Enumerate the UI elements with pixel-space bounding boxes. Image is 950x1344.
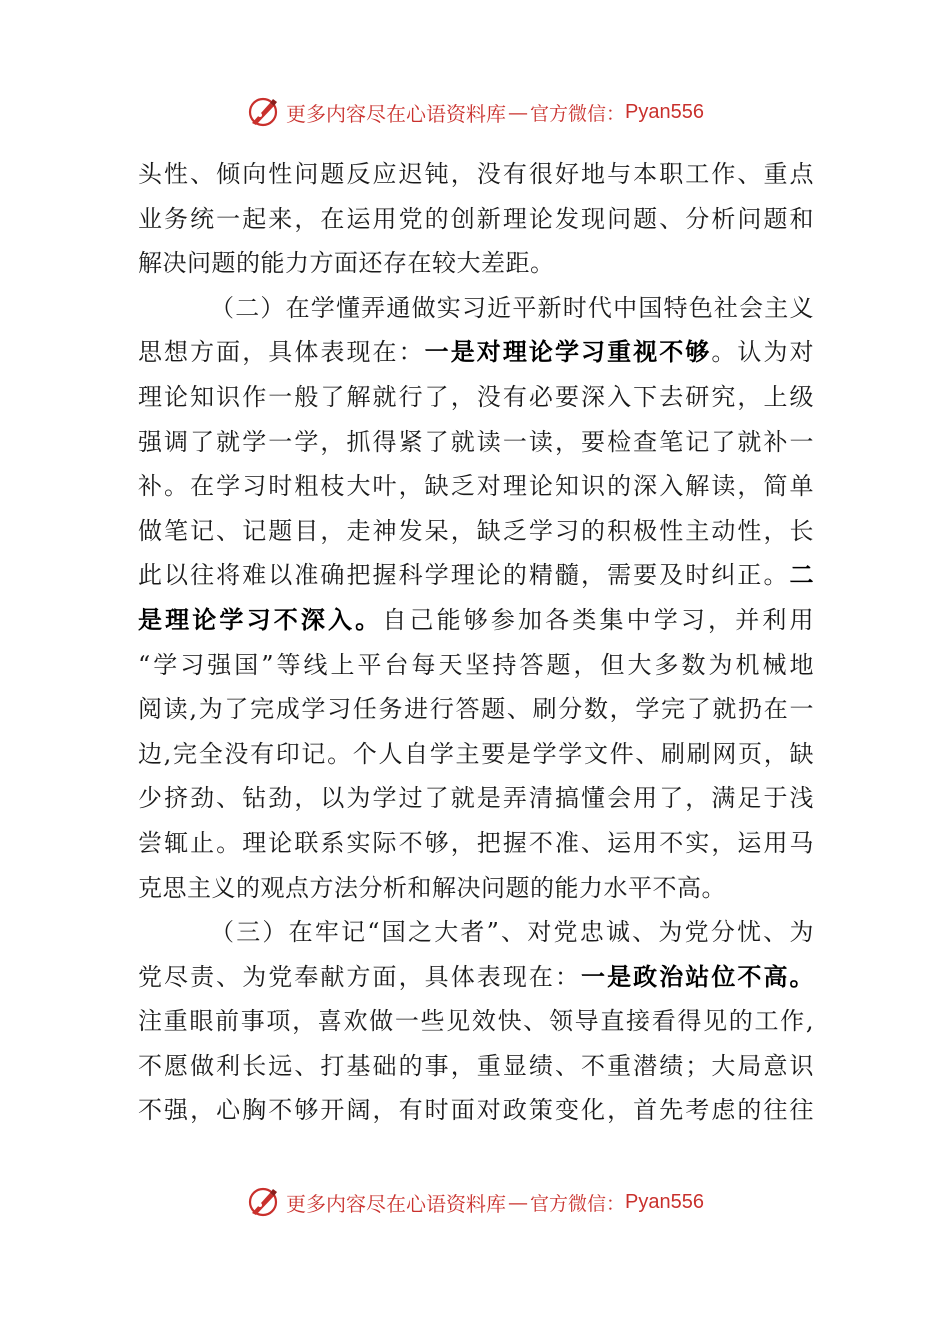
pen-circle-logo-icon	[246, 1185, 280, 1219]
section-heading-line: （二）在学懂弄通做实习近平新时代中国特色社会主义	[210, 293, 814, 322]
text-line: “学习强国”等线上平台每天坚持答题，但大多数为机械地	[138, 650, 814, 679]
text-line: 阅读,为了完成学习任务进行答题、刷分数，学完了就扔在一	[138, 695, 814, 724]
pen-circle-logo-icon	[246, 95, 280, 129]
watermark-brand-text: 更多内容尽在心语资料库	[286, 1191, 506, 1216]
text-line: 克思主义的观点方法分析和解决问题的能力水平不高。	[138, 873, 726, 902]
text-line: 补。在学习时粗枝大叶，缺乏对理论知识的深入解读，简单	[138, 472, 814, 501]
text-line: 注重眼前事项，喜欢做一些见效快、领导直接看得见的工作,	[138, 1007, 814, 1036]
watermark-contact-label: 官方微信：	[530, 1192, 626, 1215]
header-watermark	[0, 92, 950, 132]
watermark-dash: —	[508, 100, 528, 124]
bold-point: 一是政治站位不高。	[581, 961, 815, 991]
document-body	[138, 152, 814, 1133]
text-line: 做笔记、记题目，走神发呆，缺乏学习的积极性主动性，长	[138, 516, 814, 545]
watermark-dash: —	[508, 1190, 528, 1214]
text-line: 此以往将难以准确把握科学理论的精髓，需要及时纠正。二	[138, 560, 814, 590]
bold-point: 一是对理论学习重视不够	[424, 337, 712, 367]
text-line: 尝辄止。理论联系实际不够，把握不准、运用不实，运用马	[138, 828, 814, 857]
footer-watermark	[0, 1182, 950, 1222]
text-line: 不愿做利长远、打基础的事，重显绩、不重潜绩；大局意识	[138, 1051, 814, 1080]
watermark-brand-text: 更多内容尽在心语资料库	[286, 101, 506, 126]
text-line: 是理论学习不深入。自己能够参加各类集中学习，并利用	[138, 604, 814, 634]
bold-point: 二	[789, 560, 814, 590]
watermark-contact-label: 官方微信：	[530, 102, 626, 125]
text-line: 少挤劲、钻劲，以为学过了就是弄清搞懂会用了，满足于浅	[138, 784, 814, 813]
bold-point: 是理论学习不深入。	[138, 604, 383, 634]
watermark-wechat-id: Pyan556	[625, 1190, 704, 1213]
text-line: 强调了就学一学，抓得紧了就读一读，要检查笔记了就补一	[138, 427, 814, 456]
text-line: 思想方面，具体表现在：一是对理论学习重视不够。认为对	[138, 337, 815, 367]
watermark-wechat-id: Pyan556	[625, 100, 704, 123]
text-line: 边,完全没有印记。个人自学主要是学学文件、刷刷网页，缺	[138, 739, 814, 768]
section-heading-line: （三）在牢记“国之大者”、对党忠诚、为党分忧、为	[210, 918, 814, 947]
text-line: 业务统一起来，在运用党的创新理论发现问题、分析问题和	[138, 204, 814, 233]
text-line: 理论知识作一般了解就行了，没有必要深入下去研究，上级	[138, 382, 814, 411]
text-line: 不强，心胸不够开阔，有时面对政策变化，首先考虑的往往	[138, 1096, 814, 1125]
text-line: 头性、倾向性问题反应迟钝，没有很好地与本职工作、重点	[138, 160, 814, 188]
text-line: 解决问题的能力方面还存在较大差距。	[138, 249, 555, 278]
text-line: 党尽责、为党奉献方面，具体表现在：一是政治站位不高。	[138, 961, 815, 991]
